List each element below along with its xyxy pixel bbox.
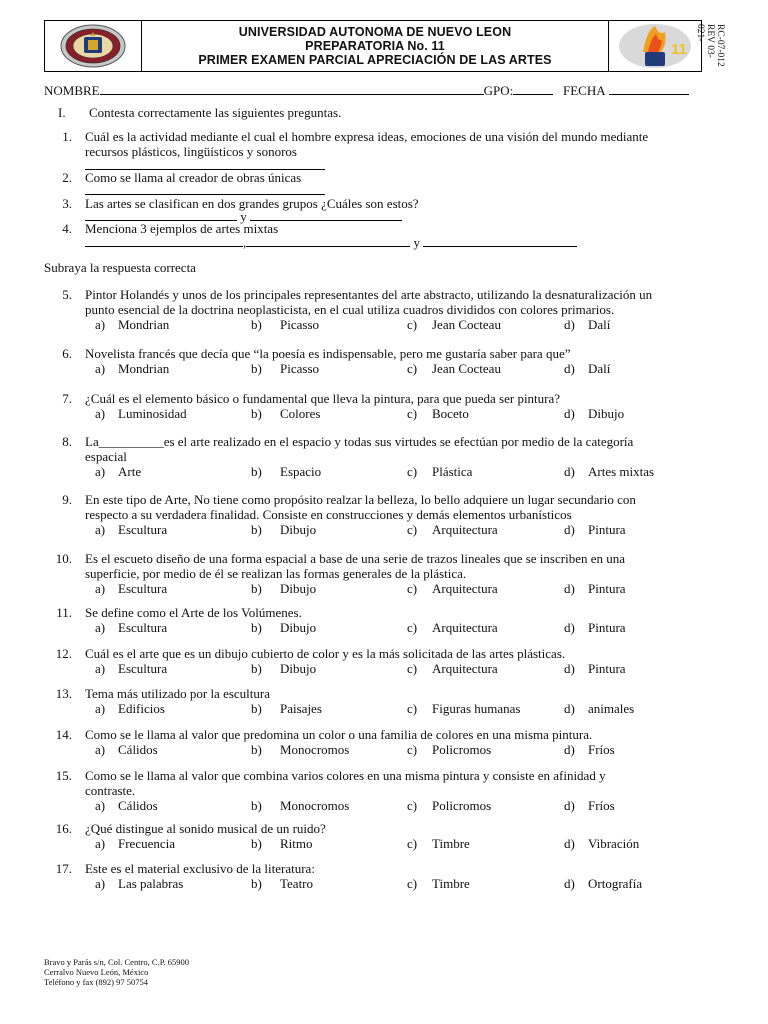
answer-option[interactable] xyxy=(251,581,317,596)
answer-option[interactable] xyxy=(95,317,170,332)
answer-option[interactable] xyxy=(95,661,168,676)
question-line: Es el escueto diseño de una forma espacial a base de una serie de trazos lineales que se inscriben en una xyxy=(85,551,626,566)
answer-option[interactable] xyxy=(407,406,469,421)
question-line: Cuál es la actividad mediante el cual el hombre expresa ideas, emociones de una visión del mundo mediante xyxy=(85,129,649,144)
option-letter: c) xyxy=(407,581,418,596)
university-name: UNIVERSIDAD AUTONOMA DE NUEVO LEON xyxy=(238,25,512,39)
answer-options xyxy=(85,836,685,851)
question-number: 2. xyxy=(62,170,72,185)
question-number: 4. xyxy=(62,221,72,236)
option-letter: a) xyxy=(95,317,106,332)
question-line: superficie, por medio de él se realizan las formas generales de la plástica. xyxy=(85,566,467,581)
answer-option[interactable] xyxy=(251,836,313,851)
option-text: Cálidos xyxy=(118,742,158,757)
option-text: Espacio xyxy=(280,464,322,479)
torch-logo-icon xyxy=(615,22,695,70)
option-text: Dibujo xyxy=(280,661,317,676)
option-text: Fríos xyxy=(588,742,615,757)
option-text: Dibujo xyxy=(280,522,317,537)
question-line: Novelista francés que decía que “la poesía es indispensable, pero me gustaría saber para que” xyxy=(85,346,571,361)
question-text xyxy=(85,551,697,581)
option-text: Ortografía xyxy=(588,876,643,891)
question-text xyxy=(85,861,697,876)
option-letter: b) xyxy=(251,406,262,421)
option-letter: b) xyxy=(251,620,262,635)
option-letter: a) xyxy=(95,361,106,376)
answer-joiner: , xyxy=(243,235,247,250)
option-letter: d) xyxy=(564,581,575,596)
option-text: Pintura xyxy=(588,581,626,596)
option-text: Dalí xyxy=(588,317,611,332)
option-text: Las palabras xyxy=(118,876,184,891)
option-letter: b) xyxy=(251,661,262,676)
answer-option[interactable] xyxy=(564,581,626,596)
answer-option[interactable] xyxy=(564,406,625,421)
option-text: Teatro xyxy=(280,876,314,891)
option-letter: a) xyxy=(95,876,106,891)
answer-option[interactable] xyxy=(251,701,322,716)
answer-option[interactable] xyxy=(95,701,165,716)
question-number: 12. xyxy=(55,646,72,661)
option-letter: a) xyxy=(95,742,106,757)
option-letter: c) xyxy=(407,742,418,757)
question-line: respecto a su verdadera finalidad. Consiste en construcciones y demás elementos urbanísticos xyxy=(85,507,572,522)
answer-joiner: y xyxy=(240,209,247,224)
question-text xyxy=(85,768,697,798)
answer-option[interactable] xyxy=(251,742,350,757)
answer-option[interactable] xyxy=(251,317,319,332)
option-text: Arquitectura xyxy=(432,522,498,537)
answer-options xyxy=(85,464,685,479)
answer-option[interactable] xyxy=(564,836,640,851)
question-number: 1. xyxy=(62,129,72,144)
answer-option[interactable] xyxy=(407,620,498,635)
option-letter: a) xyxy=(95,661,106,676)
answer-option[interactable] xyxy=(407,798,492,813)
option-letter: a) xyxy=(95,836,106,851)
option-text: Escultura xyxy=(118,581,168,596)
option-text: Dibujo xyxy=(280,581,317,596)
question-line: Este es el material exclusivo de la literatura: xyxy=(85,861,315,876)
answer-line[interactable] xyxy=(246,234,410,247)
answer-options xyxy=(85,522,685,537)
option-letter: d) xyxy=(564,522,575,537)
question-text xyxy=(85,434,697,464)
header-title-block xyxy=(142,21,609,71)
question-text xyxy=(85,727,697,742)
question-text xyxy=(85,391,697,406)
answer-option[interactable] xyxy=(564,701,635,716)
question-line: Se define como el Arte de los Volúmenes. xyxy=(85,605,302,620)
university-seal-logo xyxy=(45,21,142,71)
option-letter: a) xyxy=(95,620,106,635)
answer-options xyxy=(85,361,685,376)
footer-street: Bravo y Parás s/n, Col. Centro, C.P. 65900 xyxy=(44,957,189,967)
answer-options xyxy=(85,876,685,891)
name-field[interactable] xyxy=(100,82,484,95)
answer-options xyxy=(85,701,685,716)
option-text: Edificios xyxy=(118,701,165,716)
option-letter: a) xyxy=(95,464,106,479)
question-text xyxy=(85,129,697,159)
option-text: Pintura xyxy=(588,661,626,676)
answer-option[interactable] xyxy=(95,742,158,757)
option-letter: d) xyxy=(564,317,575,332)
question-text xyxy=(85,646,697,661)
option-text: Jean Cocteau xyxy=(432,317,501,332)
option-letter: c) xyxy=(407,361,418,376)
option-letter: b) xyxy=(251,836,262,851)
name-label: NOMBRE xyxy=(44,83,100,98)
question-line: Pintor Holandés y unos de los principales representantes del arte abstracto, utilizando la desnaturalización un xyxy=(85,287,653,302)
answer-option[interactable] xyxy=(251,661,317,676)
answer-option[interactable] xyxy=(95,406,187,421)
answer-options xyxy=(85,742,685,757)
answer-options xyxy=(85,661,685,676)
option-letter: d) xyxy=(564,620,575,635)
option-text: Dibujo xyxy=(588,406,625,421)
option-text: Arte xyxy=(118,464,142,479)
answer-option[interactable] xyxy=(564,620,626,635)
doc-rev-line: REV 03- xyxy=(705,24,715,58)
option-text: Vibración xyxy=(588,836,640,851)
option-text: Arquitectura xyxy=(432,661,498,676)
question-line: La__________es el arte realizado en el espacio y todas sus virtudes se efectúan por medio de la categoría xyxy=(85,434,634,449)
section2-instruction: Subraya la respuesta correcta xyxy=(44,260,196,275)
footer-city: Cerralvo Nuevo León, México xyxy=(44,967,149,977)
option-text: Escultura xyxy=(118,661,168,676)
option-letter: d) xyxy=(564,701,575,716)
option-letter: c) xyxy=(407,317,418,332)
option-letter: a) xyxy=(95,581,106,596)
option-letter: c) xyxy=(407,701,418,716)
question-text xyxy=(85,605,697,620)
option-letter: c) xyxy=(407,876,418,891)
student-info-line xyxy=(44,82,689,98)
question-text xyxy=(85,492,697,522)
question-line: Tema más utilizado por la escultura xyxy=(85,686,270,701)
option-letter: c) xyxy=(407,798,418,813)
option-text: Fríos xyxy=(588,798,615,813)
option-text: Luminosidad xyxy=(118,406,187,421)
answer-option[interactable] xyxy=(95,361,170,376)
answer-option[interactable] xyxy=(564,798,615,813)
question-line: ¿Cuál es el elemento básico o fundamental que lleva la pintura, para que pueda ser pintura? xyxy=(85,391,561,406)
answer-option[interactable] xyxy=(407,701,521,716)
question-text: Como se llama al creador de obras únicas xyxy=(85,170,302,185)
section-roman: I. xyxy=(58,105,66,120)
answer-option[interactable] xyxy=(251,361,319,376)
question-text xyxy=(85,287,697,317)
group-field[interactable] xyxy=(513,82,553,95)
option-letter: c) xyxy=(407,522,418,537)
option-text: Timbre xyxy=(432,876,470,891)
answer-option[interactable] xyxy=(407,742,492,757)
option-letter: a) xyxy=(95,798,106,813)
answer-option[interactable] xyxy=(407,876,470,891)
option-letter: c) xyxy=(407,661,418,676)
option-text: Ritmo xyxy=(280,836,313,851)
answer-option[interactable] xyxy=(407,581,498,596)
option-letter: c) xyxy=(407,620,418,635)
question-number: 8. xyxy=(62,434,72,449)
option-text: Monocromos xyxy=(280,798,350,813)
question-number: 14. xyxy=(55,727,72,742)
question-number: 6. xyxy=(62,346,72,361)
question-line: ¿Qué distingue al sonido musical de un ruido? xyxy=(85,821,326,836)
question-text: Las artes se clasifican en dos grandes grupos ¿Cuáles son estos? xyxy=(85,196,419,211)
answer-option[interactable] xyxy=(564,876,643,891)
answer-line[interactable] xyxy=(85,157,325,170)
option-letter: d) xyxy=(564,836,575,851)
answer-option[interactable] xyxy=(95,836,176,851)
answer-option[interactable] xyxy=(407,464,473,479)
option-letter: d) xyxy=(564,464,575,479)
option-letter: a) xyxy=(95,406,106,421)
doc-code-line: RC-07-012 xyxy=(715,24,725,67)
question-line: recursos plásticos, lingüísticos y sonoros xyxy=(85,144,297,159)
option-letter: b) xyxy=(251,464,262,479)
answer-option[interactable] xyxy=(564,742,615,757)
answer-option[interactable] xyxy=(95,620,168,635)
question-number: 11. xyxy=(56,605,72,620)
answer-option[interactable] xyxy=(564,661,626,676)
option-text: Picasso xyxy=(280,317,319,332)
option-text: Arquitectura xyxy=(432,620,498,635)
option-letter: c) xyxy=(407,836,418,851)
answer-option[interactable] xyxy=(407,361,501,376)
option-letter: b) xyxy=(251,361,262,376)
question-number: 10. xyxy=(55,551,72,566)
option-text: Monocromos xyxy=(280,742,350,757)
option-letter: b) xyxy=(251,798,262,813)
answer-option[interactable] xyxy=(407,522,498,537)
answer-option[interactable] xyxy=(95,798,158,813)
question-number: 3. xyxy=(62,196,72,211)
answer-line[interactable] xyxy=(85,234,243,247)
answer-option[interactable] xyxy=(251,876,314,891)
answer-option[interactable] xyxy=(251,798,350,813)
question-line: En este tipo de Arte, No tiene como propósito realzar la belleza, lo bello adquiere un lugar secundario con xyxy=(85,492,636,507)
option-letter: b) xyxy=(251,581,262,596)
option-text: Pintura xyxy=(588,620,626,635)
option-text: Dibujo xyxy=(280,620,317,635)
option-letter: b) xyxy=(251,317,262,332)
exam-title: PRIMER EXAMEN PARCIAL APRECIACIÓN DE LAS ARTES xyxy=(198,53,552,67)
date-field[interactable] xyxy=(609,82,689,95)
option-text: Jean Cocteau xyxy=(432,361,501,376)
answer-option[interactable] xyxy=(95,522,168,537)
question-line: punto esencial de la doctrina neoplasticista, en el cual utiliza cuadros divididos con colores primarios. xyxy=(85,302,615,317)
option-letter: d) xyxy=(564,661,575,676)
option-text: Escultura xyxy=(118,620,168,635)
option-text: Paisajes xyxy=(280,701,322,716)
answer-options xyxy=(85,317,685,332)
answer-option[interactable] xyxy=(251,464,322,479)
option-text: Cálidos xyxy=(118,798,158,813)
school-name: PREPARATORIA No. 11 xyxy=(305,39,445,53)
option-text: Plástica xyxy=(432,464,473,479)
question-text: Menciona 3 ejemplos de artes mixtas xyxy=(85,221,279,236)
question-number: 9. xyxy=(62,492,72,507)
question-text xyxy=(85,686,697,701)
option-text: Figuras humanas xyxy=(432,701,521,716)
option-letter: c) xyxy=(407,464,418,479)
option-text: Mondrian xyxy=(118,317,170,332)
date-label: FECHA xyxy=(563,83,606,98)
option-text: Colores xyxy=(280,406,321,421)
question-number: 16. xyxy=(55,821,72,836)
answer-options xyxy=(85,620,685,635)
option-text: Policromos xyxy=(432,798,492,813)
answer-option[interactable] xyxy=(407,317,501,332)
question-line: Como se le llama al valor que combina varios colores en una misma pintura y consiste en afinidad y xyxy=(85,768,606,783)
option-letter: d) xyxy=(564,742,575,757)
question-line: Como se le llama al valor que predomina un color o una familia de colores en una misma pintura. xyxy=(85,727,593,742)
option-letter: a) xyxy=(95,701,106,716)
document-code xyxy=(695,24,725,84)
group-label: GPO: xyxy=(483,83,514,98)
option-text: Boceto xyxy=(432,406,469,421)
option-letter: c) xyxy=(407,406,418,421)
answer-joiner: y xyxy=(413,235,420,250)
footer-address xyxy=(44,957,189,987)
option-text: Policromos xyxy=(432,742,492,757)
answer-options xyxy=(85,406,685,421)
option-text: Escultura xyxy=(118,522,168,537)
option-letter: b) xyxy=(251,522,262,537)
question-number: 7. xyxy=(62,391,72,406)
option-letter: d) xyxy=(564,361,575,376)
answer-option[interactable] xyxy=(251,406,321,421)
option-text: Dalí xyxy=(588,361,611,376)
question-number: 15. xyxy=(55,768,72,783)
option-text: animales xyxy=(588,701,635,716)
answer-option[interactable] xyxy=(95,876,184,891)
answer-line[interactable] xyxy=(85,208,237,221)
answer-option[interactable] xyxy=(564,464,655,479)
answer-options xyxy=(85,581,685,596)
answer-row xyxy=(85,234,577,250)
option-text: Mondrian xyxy=(118,361,170,376)
footer-phone: Teléfono y fax (892) 97 50754 xyxy=(44,977,148,987)
option-letter: b) xyxy=(251,701,262,716)
answer-option[interactable] xyxy=(407,836,470,851)
answer-option[interactable] xyxy=(251,522,317,537)
option-text: Frecuencia xyxy=(118,836,176,851)
question-number: 5. xyxy=(62,287,72,302)
option-text: Artes mixtas xyxy=(588,464,655,479)
question-line: espacial xyxy=(85,449,127,464)
question-number: 13. xyxy=(55,686,72,701)
answer-line[interactable] xyxy=(85,182,325,195)
option-text: Picasso xyxy=(280,361,319,376)
answer-option[interactable] xyxy=(564,361,611,376)
answer-option[interactable] xyxy=(95,581,168,596)
answer-line[interactable] xyxy=(250,208,402,221)
option-text: Timbre xyxy=(432,836,470,851)
option-letter: a) xyxy=(95,522,106,537)
prepa-11-logo xyxy=(609,21,701,71)
logo-number: 11 xyxy=(671,41,687,58)
header-table xyxy=(44,20,702,72)
option-letter: b) xyxy=(251,876,262,891)
answer-option[interactable] xyxy=(95,464,142,479)
answer-option[interactable] xyxy=(251,620,317,635)
answer-option[interactable] xyxy=(564,522,626,537)
option-text: Pintura xyxy=(588,522,626,537)
question-text xyxy=(85,821,697,836)
answer-line[interactable] xyxy=(423,234,577,247)
question-number: 17. xyxy=(55,861,72,876)
answer-option[interactable] xyxy=(564,317,611,332)
option-text: Arquitectura xyxy=(432,581,498,596)
doc-rev-line-2: 021- xyxy=(695,24,705,42)
option-letter: d) xyxy=(564,876,575,891)
option-letter: b) xyxy=(251,742,262,757)
question-line: Cuál es el arte que es un dibujo cubierto de color y es la más solicitada de las artes plásticas. xyxy=(85,646,566,661)
option-letter: d) xyxy=(564,798,575,813)
question-text xyxy=(85,346,697,361)
option-letter: d) xyxy=(564,406,575,421)
answer-options xyxy=(85,798,685,813)
section-instruction: Contesta correctamente las siguientes preguntas. xyxy=(89,105,342,120)
crest-icon xyxy=(58,23,128,69)
answer-option[interactable] xyxy=(407,661,498,676)
question-line: contraste. xyxy=(85,783,136,798)
